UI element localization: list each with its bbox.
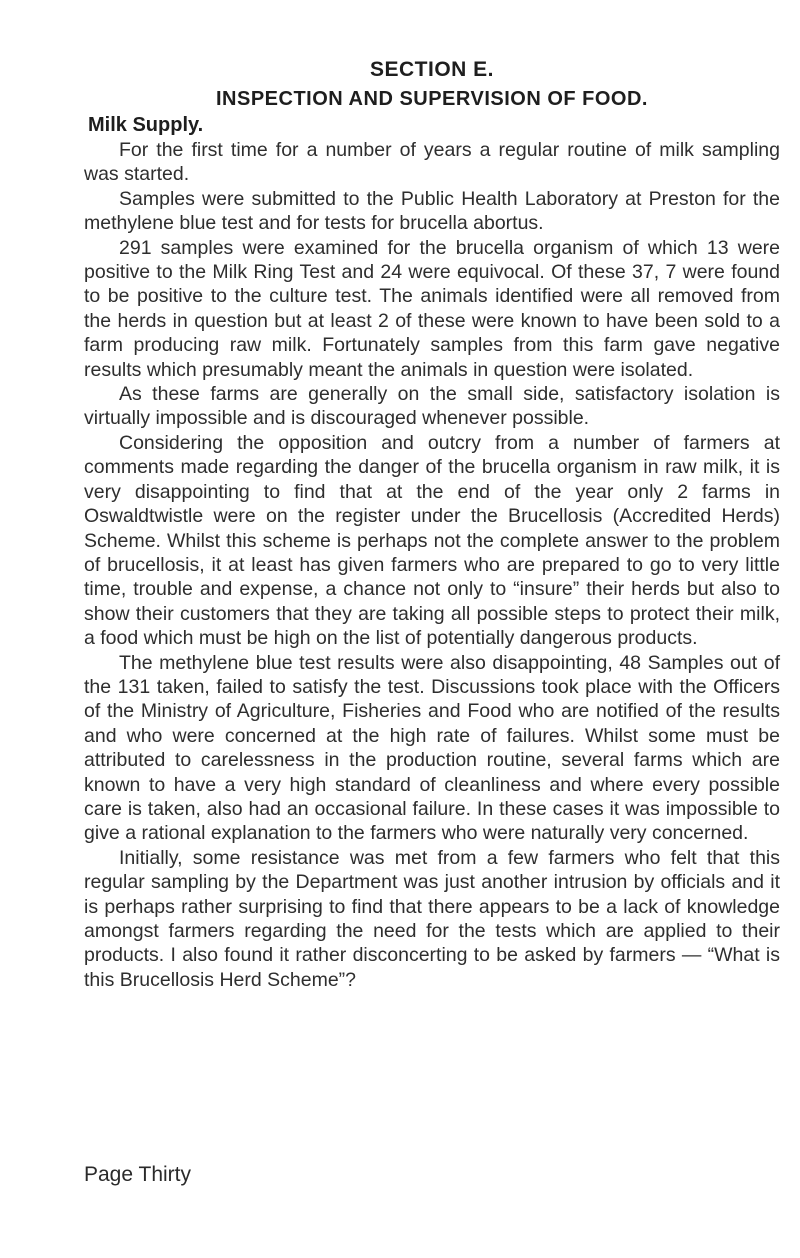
paragraph: 291 samples were examined for the brucella organism of which 13 were positive to the Milk Ring Test and 24 were equivocal. Of these 37, 7 were found to be positive to the culture test. The animals identified were all removed from the herds in question but at least 2 of these were known to have been sold to a farm producing raw milk. Fortunately samples from this farm gave negative results which presumably meant the animals in question were isolated. — [84, 236, 780, 381]
paragraph: Initially, some resistance was met from a few farmers who felt that this regular sampling by the Department was just another intrusion by officials and it is perhaps rather surprising to find that there appears to be a lack of knowledge amongst farmers regarding the need for the tests which are applied to their products. I also found it rather disconcerting to be asked by farmers — “What is this Brucellosis Herd Scheme”? — [84, 846, 780, 991]
section-title: SECTION E. — [369, 58, 495, 81]
paragraph: For the first time for a number of years a regular routine of milk sampling was started. — [84, 139, 780, 186]
paragraph: Samples were submitted to the Public Health Laboratory at Preston for the methylene blue test and for tests for brucella abortus. — [84, 187, 780, 235]
page-number-footer: Page Thirty — [84, 1163, 191, 1186]
section-subtitle: INSPECTION AND SUPERVISION OF FOOD. — [216, 88, 648, 110]
paragraph: The methylene blue test results were also disappointing, 48 Samples out of the 131 taken, failed to satisfy the test. Discussions took place with the Officers of the Ministry of Agriculture, Fisheries and Food who are notified of the results and who were concerned at the high rate of failures. Whilst some must be attributed to carelessness in the production routine, several farms which are known to have a very high standard of cleanliness and where every possible care is taken, also had an occasional failure. In these cases it was impossible to give a rational explanation to the farmers who were naturally very concerned. — [84, 651, 780, 845]
paragraph: Considering the opposition and outcry from a number of farmers at comments made regarding the danger of the brucella organism in raw milk, it is very disappointing to find that at the end of the year only 2 farms in Oswaldtwistle were on the register under the Brucellosis (Accredited Herds) Scheme. Whilst this scheme is perhaps not the complete answer to the problem of brucellosis, it at least has given farmers who are prepared to go to very little time, trouble and expense, a chance not only to “insure” their herds but also to show their customers that they are taking all possible steps to protect their milk, a food which must be high on the list of potentially dangerous products. — [84, 431, 780, 650]
milk-supply-heading: Milk Supply. — [88, 114, 204, 136]
paragraph: As these farms are generally on the small side, satisfactory isolation is virtually impossible and is discouraged whenever possible. — [84, 383, 780, 430]
document-page — [84, 56, 780, 992]
